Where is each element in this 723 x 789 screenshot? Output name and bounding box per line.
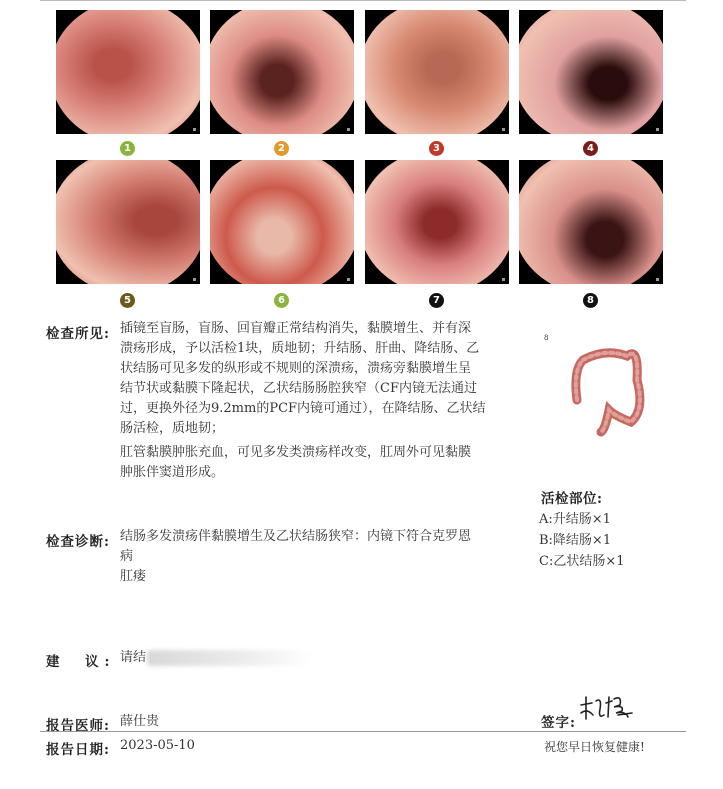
endoscopy-photo [210,10,354,134]
biopsy-item-b: B:降结肠×1 [539,533,612,548]
findings-line: 插镜至盲肠，盲肠、回盲瓣正常结构消失，黏膜增生、并有深 [120,321,472,336]
findings-paragraph-2 [120,443,530,483]
findings-line: 肛管黏膜肿胀充血，可见多发类溃疡样改变，肛周外可见黏膜 [120,445,472,460]
findings-text [120,319,530,483]
findings-line: 肿胀伴窦道形成。 [120,465,225,480]
image-number-badge: 7 [429,293,444,308]
endoscopy-photo [519,10,663,134]
endoscopy-image-4 [519,10,663,134]
advice-redaction [147,650,312,666]
findings-line: 肠活检，质地韧； [120,421,225,436]
findings-label: 检查所见: [46,326,110,342]
biopsy-item-c: C:乙状结肠×1 [539,554,625,569]
diagnosis-line-2: 病 [120,549,134,564]
advice-label: 建 议: [46,654,116,670]
image-number-badge: 4 [583,141,598,156]
diagnosis-label: 检查诊断: [46,534,110,550]
diagnosis-line-3: 肛瘘 [120,569,147,584]
doctor-name: 薛仕贵 [120,714,160,729]
endoscopy-photo [365,10,509,134]
endoscopy-image-5 [56,160,200,284]
diagram-mark: 8 [544,334,549,342]
endoscopy-photo [519,160,663,284]
top-rule [40,0,686,1]
date-label: 报告日期: [46,742,110,758]
diagnosis-line-1: 结肠多发溃疡伴黏膜增生及乙状结肠狭窄：内镜下符合克罗恩 [120,529,472,544]
wish-text: 祝您早日恢复健康! [544,740,645,754]
findings-line: 溃疡形成，予以活检1块，质地韧；升结肠、肝曲、降结肠、乙 [120,341,480,356]
findings-line: 状结肠可见多发的纵形或不规则的深溃疡，溃疡旁黏膜增生呈 [120,361,472,376]
handwritten-signature [578,693,638,723]
endoscopy-image-3 [365,10,509,134]
endoscopy-image-7 [365,160,509,284]
endoscopy-photo [56,160,200,284]
biopsy-item-a: A:升结肠×1 [539,512,611,527]
biopsy-list [539,509,625,572]
endoscopy-image-6 [210,160,354,284]
endoscopy-image-8 [519,160,663,284]
image-number-badge: 1 [120,141,135,156]
date-value: 2023-05-10 [120,738,195,753]
image-number-badge: 2 [274,141,289,156]
doctor-label: 报告医师: [46,718,110,734]
image-number-badge: 5 [120,293,135,308]
findings-paragraph-1 [120,319,530,439]
diagnosis-text [120,527,530,587]
image-number-badge: 3 [429,141,444,156]
endoscopy-image-1 [56,10,200,134]
signature-label: 签字: [541,715,576,731]
image-number-badge: 6 [274,293,289,308]
advice-text: 请结 [120,650,147,665]
endoscopy-photo [56,10,200,134]
endoscopy-photo [365,160,509,284]
endoscopy-photo [210,160,354,284]
colon-diagram [565,340,651,440]
image-number-badge: 8 [583,293,598,308]
biopsy-title: 活检部位: [541,491,603,507]
bottom-rule [40,731,686,732]
findings-line: 过，更换外径为9.2mm的PCF内镜可通过），在降结肠、乙状结 [120,401,486,416]
endoscopy-image-2 [210,10,354,134]
findings-line: 结节状或黏膜下隆起状，乙状结肠肠腔狭窄（CF内镜无法通过 [120,381,477,396]
